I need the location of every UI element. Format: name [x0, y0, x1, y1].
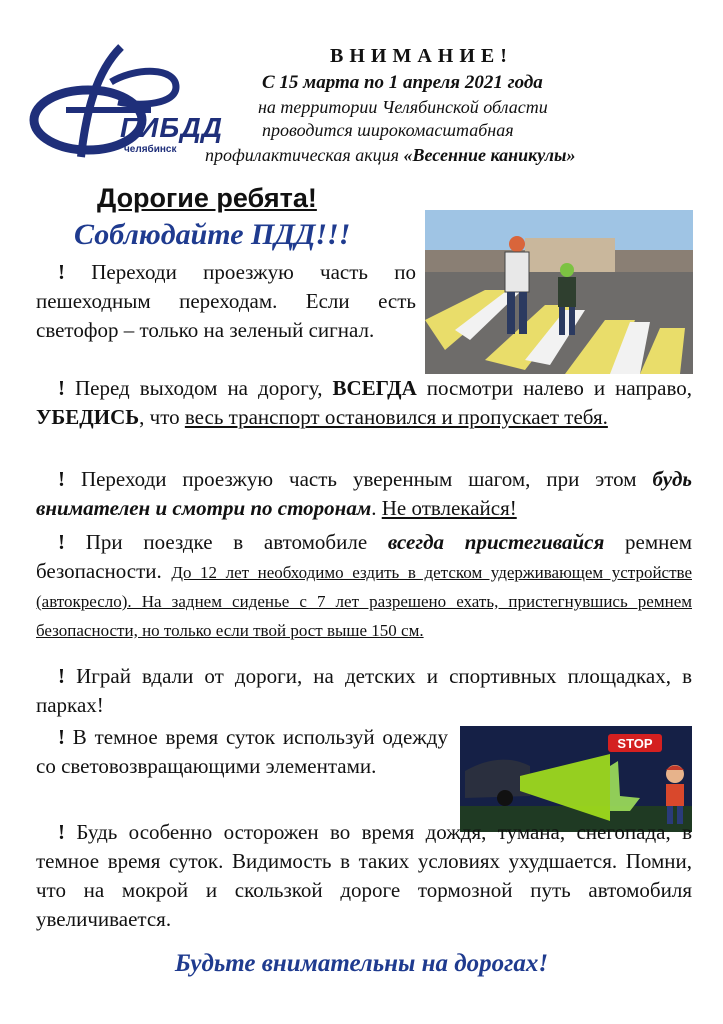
rule-text: В темное время суток используй одежду со световозвращающими элементами. — [36, 725, 448, 778]
emphasis-always: ВСЕГДА — [332, 376, 417, 400]
rule-text: Будь особенно осторожен во время дождя, тумана, снегопада, в темное время суток. Видимость в таких условиях ухудшается. Помни, что на мокрой и скользкой дороге тормозной путь автомобиля увеличивается. — [36, 820, 693, 931]
emphasis-buckle-up: всегда пристегивайся — [387, 530, 605, 554]
exclamation-mark: ! — [58, 725, 65, 749]
footer-slogan: Будьте внимательны на дорогах! — [174, 950, 549, 977]
rule-look-both-ways — [36, 374, 692, 432]
emphasis-attention: будь внимателен и смотри по сторонам — [36, 467, 692, 520]
rule-play-away — [36, 662, 692, 720]
rules-title: Соблюдайте ПДД!!! — [74, 218, 351, 251]
rule-seatbelt — [36, 528, 692, 644]
attention-heading: ВНИМАНИЕ! — [330, 45, 513, 67]
exclamation-mark: ! — [58, 664, 65, 688]
rule-text: Перед выходом на дорогу, — [75, 376, 333, 400]
logo-text: ГИБДД — [120, 112, 223, 143]
campaign-name: «Весенние каникулы» — [403, 145, 576, 165]
greeting-title: Дорогие ребята! — [97, 183, 317, 213]
campaign-dates: С 15 марта по 1 апреля 2021 года — [262, 72, 543, 93]
logo-emblem-icon — [26, 42, 206, 162]
underlined-text: весь транспорт остановился и пропускает тебя. — [184, 405, 608, 429]
rule-text: посмотри налево и направо, — [416, 376, 692, 400]
exclamation-mark: ! — [58, 260, 65, 284]
header-line-3 — [205, 145, 576, 166]
rule-crosswalk-text: Переходи проезжую часть по пешеходным переходам. Если есть светофор – только на зеленый сигнал. — [36, 260, 416, 342]
exclamation-mark: ! — [58, 820, 65, 844]
exclamation-mark: ! — [58, 530, 65, 554]
exclamation-mark: ! — [58, 467, 65, 491]
rule-text: , что — [139, 405, 185, 429]
rule-confident-step — [36, 465, 692, 523]
emphasis-make-sure: УБЕДИСЬ — [36, 405, 140, 429]
logo-subtext: челябинск — [124, 144, 177, 155]
rule-text: Переходи проезжую часть уверенным шагом, при этом — [80, 467, 653, 491]
rule-crosswalk — [36, 258, 416, 345]
rule-reflective-clothing — [36, 723, 448, 781]
exclamation-mark: ! — [58, 376, 65, 400]
underlined-text: Не отвлекайся! — [381, 496, 517, 520]
rule-text: Играй вдали от дороги, на детских и спортивных площадках, в парках! — [36, 664, 692, 717]
rule-text: ремнем безопасности. — [36, 530, 693, 583]
header-line-2: проводится широкомасштабная — [262, 120, 514, 140]
header-line-3-prefix: профилактическая акция — [205, 145, 404, 165]
child-seat-note: До 12 лет необходимо ездить в детском удерживающем устройстве (автокресло). На заднем сиденье с 7 лет разрешено ехать, пристегнувшись ремнем безопасности, но только если твой рост выше 150 см. — [36, 563, 692, 640]
crosswalk-photo — [425, 210, 693, 374]
rule-text: При поездке в автомобиле — [85, 530, 388, 554]
stop-sign-text: STOP — [617, 736, 653, 751]
header-line-1: на территории Челябинской области — [258, 97, 548, 117]
reflective-elements-image — [460, 726, 692, 832]
rule-text: . — [371, 496, 382, 520]
rule-bad-weather — [36, 818, 692, 934]
